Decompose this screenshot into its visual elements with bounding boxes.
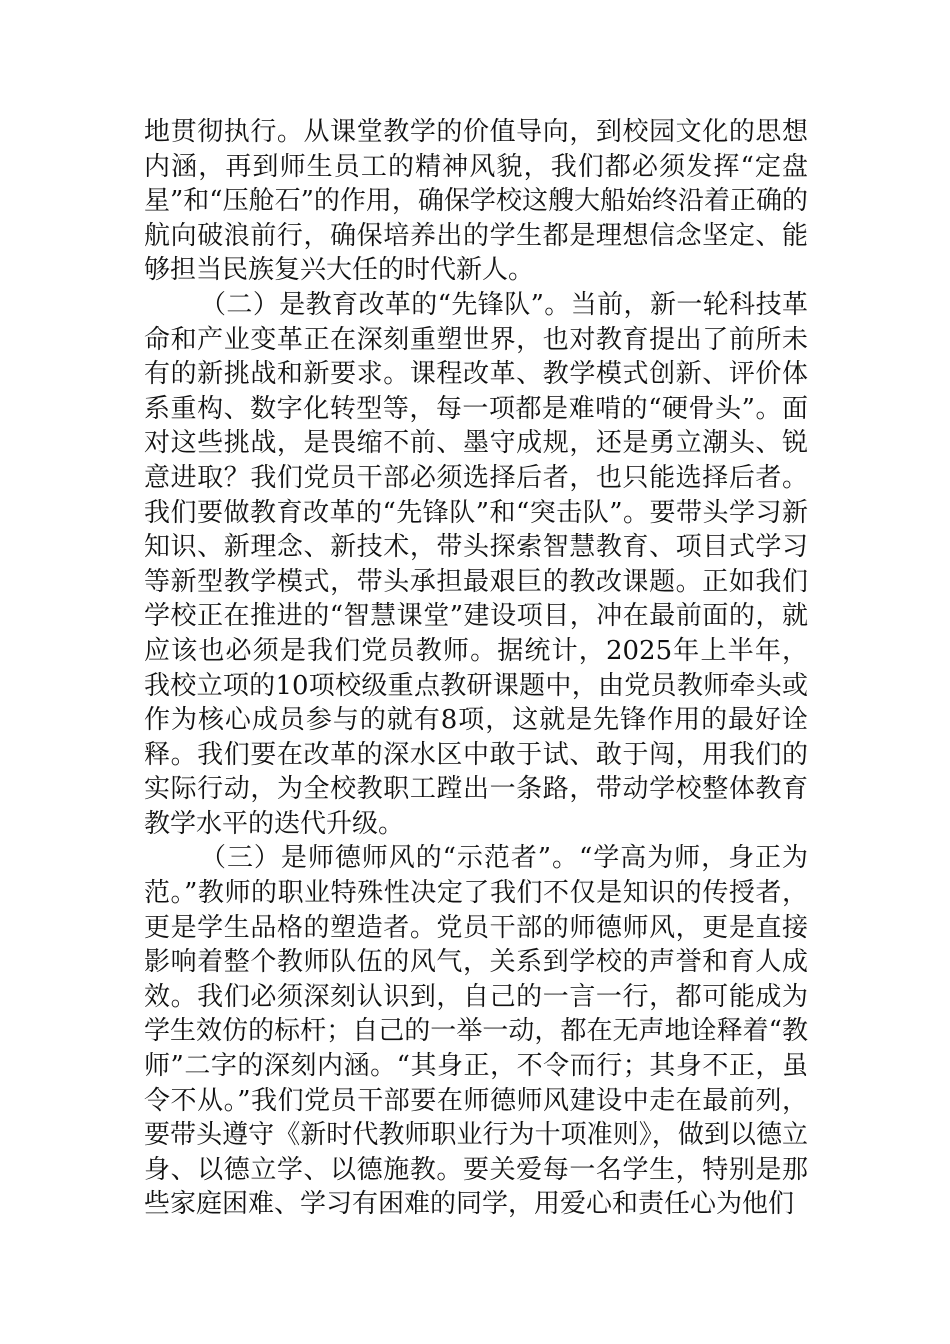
body-text: [144, 115, 808, 1222]
paragraph-continuation: 地贯彻执行。从课堂教学的价值导向，到校园文化的思想内涵，再到师生员工的精神风貌，我们都必须发挥“定盘星”和“压舱石”的作用，确保学校这艘大船始终沿着正确的航向破浪前行，确保培养出的学生都是理想信念坚定、能够担当民族复兴大任的时代新人。: [144, 117, 808, 286]
paragraph-section-two: （二）是教育改革的“先锋队”。当前，新一轮科技革命和产业变革正在深刻重塑世界，也对教育提出了前所未有的新挑战和新要求。课程改革、教学模式创新、评价体系重构、数字化转型等，每一项都是难啃的“硬骨头”。面对这些挑战，是畏缩不前、墨守成规，还是勇立潮头、锐意进取？我们党员干部必须选择后者，也只能选择后者。我们要做教育改革的“先锋队”和“突击队”。要带头学习新知识、新理念、新技术，带头探索智慧教育、项目式学习等新型教学模式，带头承担最艰巨的教改课题。正如我们学校正在推进的“智慧课堂”建设项目，冲在最前面的，就应该也必须是我们党员教师。据统计，2025年上半年，我校立项的10项校级重点教研课题中，由党员教师牵头或作为核心成员参与的就有8项，这就是先锋作用的最好诠释。我们要在改革的深水区中敢于试、敢于闯，用我们的实际行动，为全校教职工蹚出一条路，带动学校整体教育教学水平的迭代升级。: [144, 289, 808, 839]
paragraph-section-three: （三）是师德师风的“示范者”。“学高为师，身正为范。”教师的职业特殊性决定了我们不仅是知识的传授者，更是学生品格的塑造者。党员干部的师德师风，更是直接影响着整个教师队伍的风气，关系到学校的声誉和育人成效。我们必须深刻认识到，自己的一言一行，都可能成为学生效仿的标杆；自己的一举一动，都在无声地诠释着“教师”二字的深刻内涵。“其身正，不令而行；其身不正，虽令不从。”我们党员干部要在师德师风建设中走在最前列，要带头遵守《新时代教师职业行为十项准则》，做到以德立身、以德立学、以德施教。要关爱每一名学生，特别是那些家庭困难、学习有困难的同学，用爱心和责任心为他们: [144, 843, 808, 1220]
